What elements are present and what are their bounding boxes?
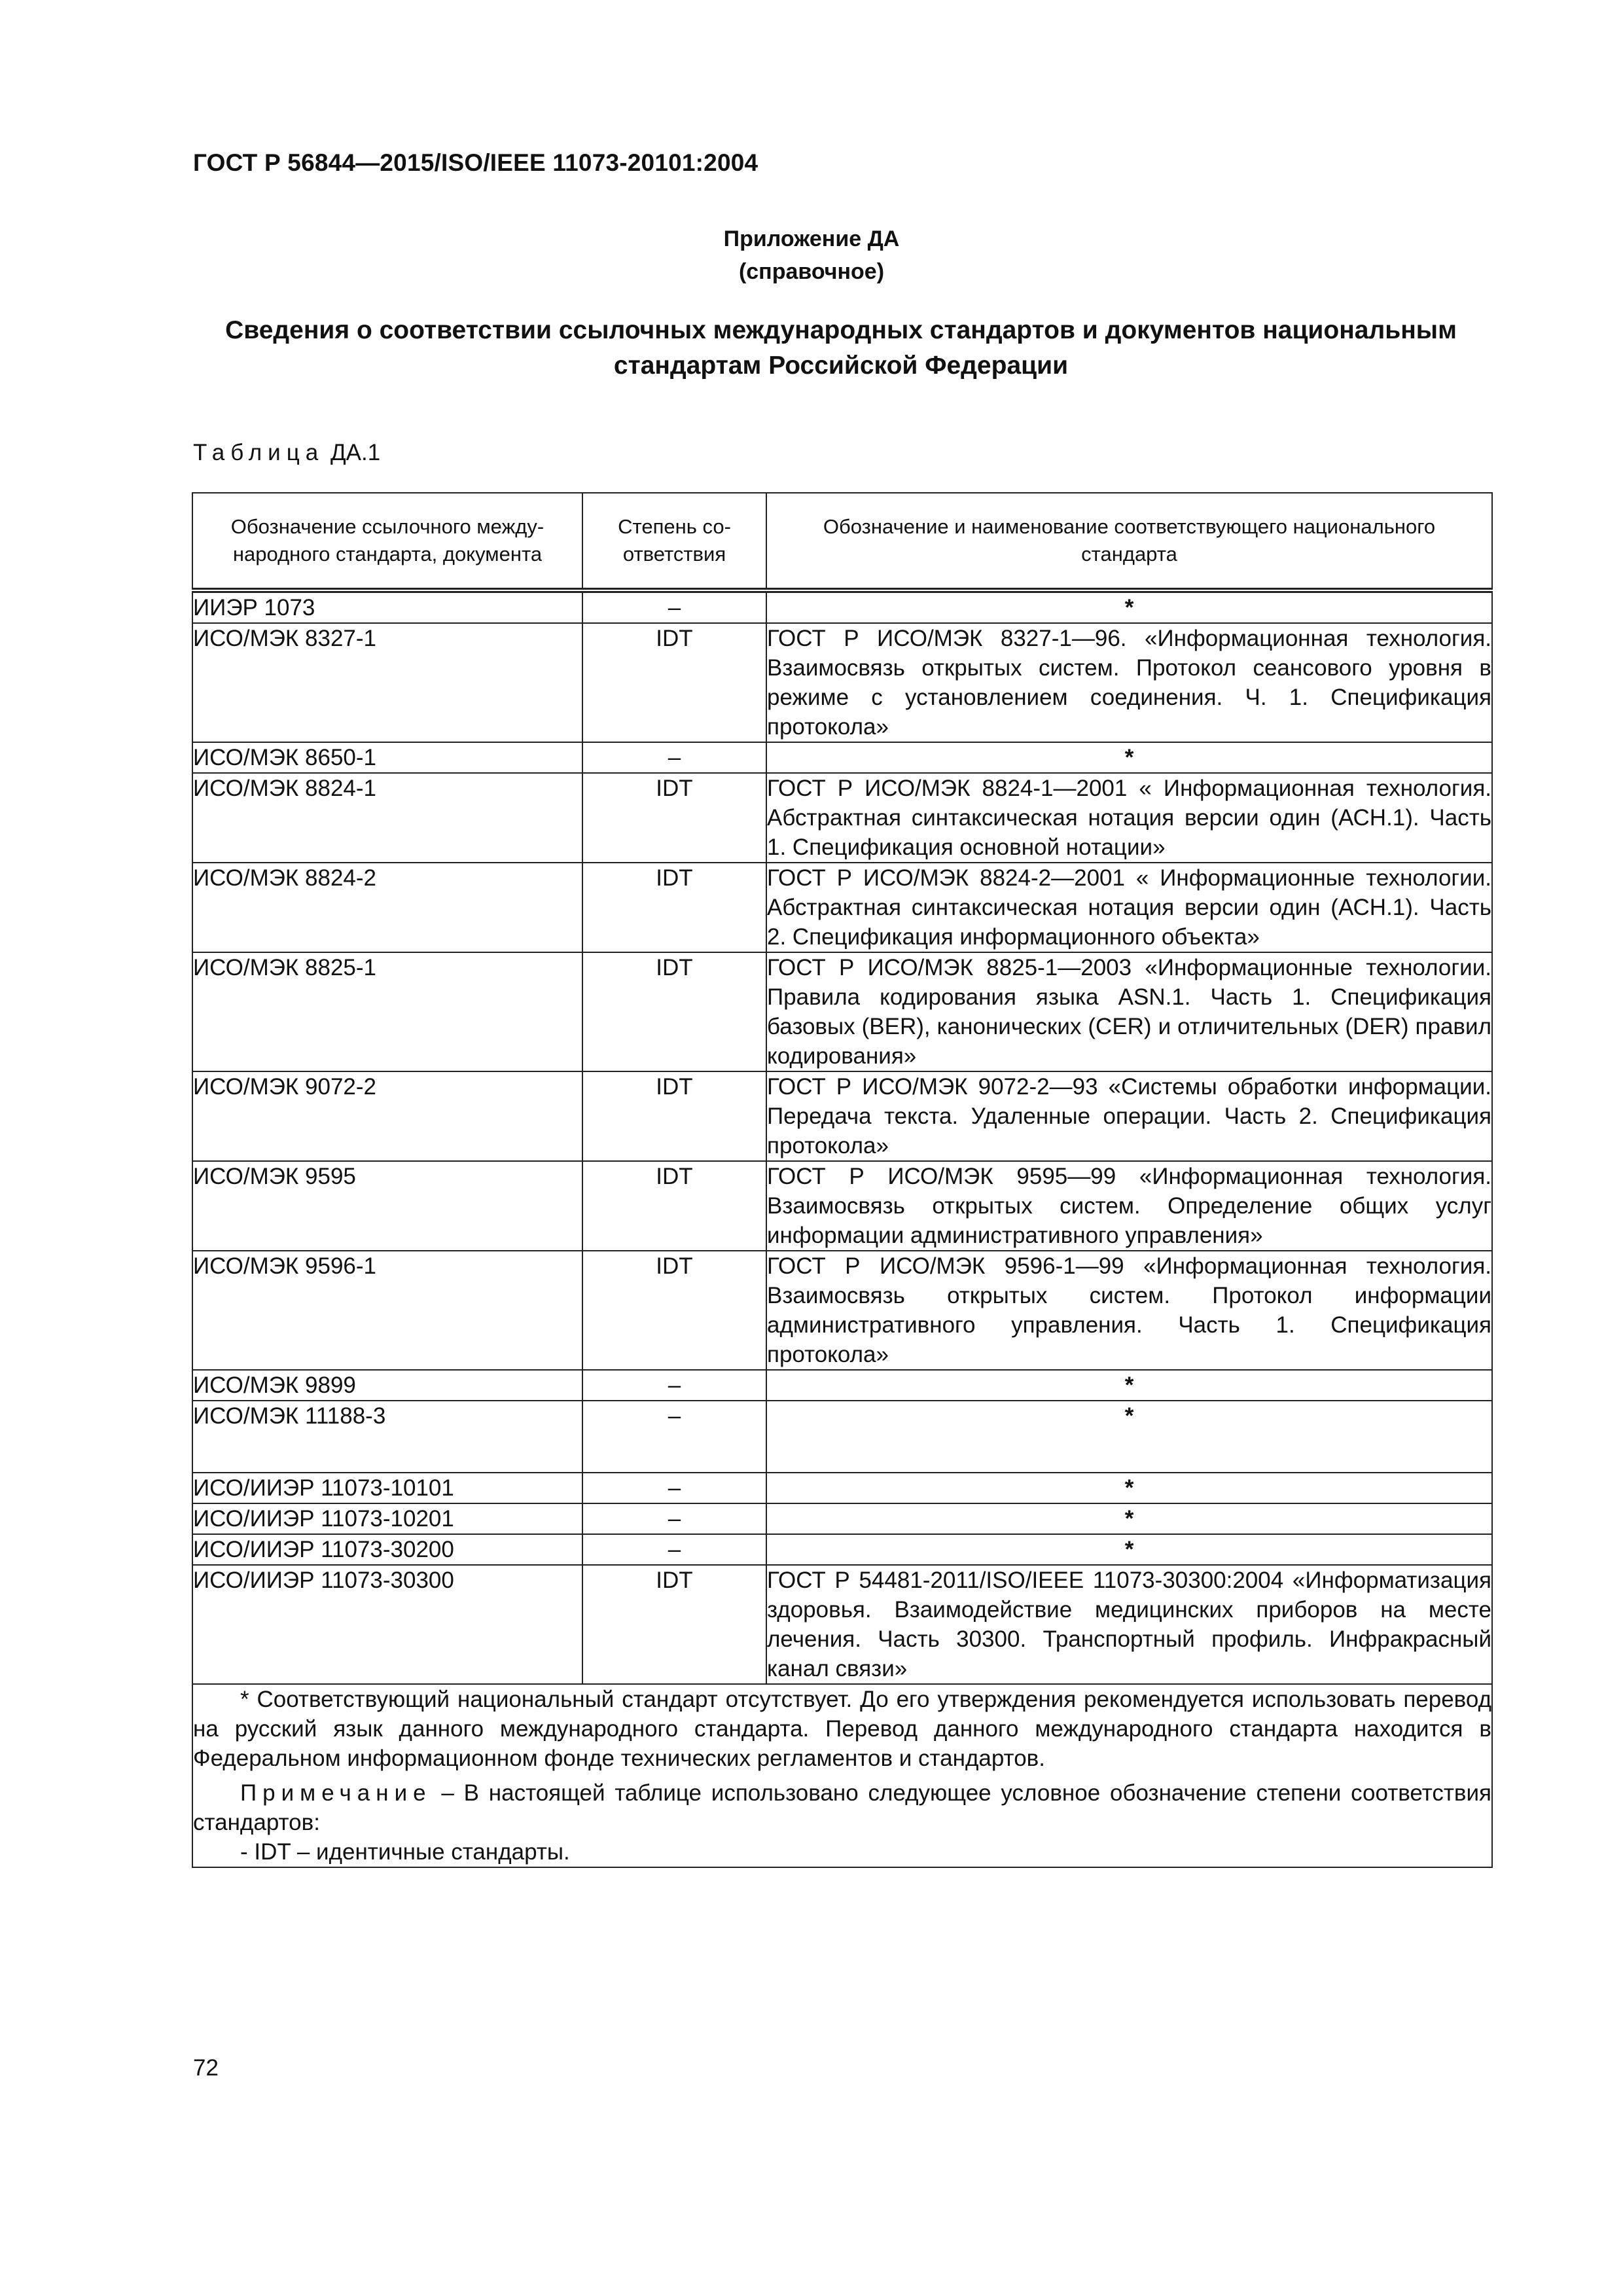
cell-national-standard: ГОСТ Р ИСО/МЭК 8825-1—2003 «Информационные технологии. Правила кодирования языка ASN.1. Часть 1. Спецификация базовых (BER), канонических (CER) и отличительных (DER) правил кодирования» (766, 952, 1492, 1071)
cell-reference: ИСО/МЭК 8825-1 (192, 952, 582, 1071)
cell-national-standard: ГОСТ Р 54481-2011/ISO/IEEE 11073-30300:2004 «Информатизация здоровья. Взаимодействие медицинских приборов на месте лечения. Часть 30300. Транспортный профиль. Инфракрасный канал связи» (766, 1565, 1492, 1684)
table-row (192, 1473, 1492, 1503)
column-header-degree: Степень со-ответствия (582, 493, 766, 590)
cell-national-standard: * (766, 1401, 1492, 1473)
table-row (192, 1565, 1492, 1684)
table-row (192, 863, 1492, 952)
cell-national-standard: * (766, 590, 1492, 623)
note-paragraph (193, 1778, 1491, 1837)
section-title (190, 313, 1492, 384)
cell-reference: ИСО/ИИЭР 11073-30300 (192, 1565, 582, 1684)
table-row (192, 1534, 1492, 1565)
cell-national-standard: * (766, 742, 1492, 773)
table-row (192, 1370, 1492, 1401)
table-row (192, 1401, 1492, 1473)
cell-national-standard: ГОСТ Р ИСО/МЭК 9072-2—93 «Системы обработки информации. Передача текста. Удаленные операции. Часть 2. Спецификация протокола» (766, 1071, 1492, 1161)
page-number: 72 (193, 2055, 219, 2081)
cell-national-standard: ГОСТ Р ИСО/МЭК 9596-1—99 «Информационная технология. Взаимосвязь открытых систем. Протокол информации административного управления. Часть 1. Спецификация протокола» (766, 1251, 1492, 1370)
section-title-line-1: Сведения о соответствии ссылочных международных стандартов и документов национальным (225, 316, 1457, 344)
cell-degree: – (582, 1473, 766, 1503)
section-title-line-2: стандартам Российской Федерации (613, 351, 1069, 380)
document-code-header: ГОСТ Р 56844—2015/ISO/IEEE 11073-20101:2004 (193, 149, 758, 176)
cell-degree: – (582, 1503, 766, 1534)
cell-degree: IDT (582, 863, 766, 952)
table-header-row (192, 493, 1492, 590)
table-caption (193, 440, 380, 466)
note-text: – В настоящей таблице использовано следующее условное обозначение степени соответствия стандартов: (193, 1780, 1491, 1835)
standards-correspondence-table (192, 492, 1493, 1868)
cell-reference: ИСО/МЭК 11188-3 (192, 1401, 582, 1473)
table-footnote-cell (192, 1684, 1492, 1867)
cell-national-standard: * (766, 1503, 1492, 1534)
cell-degree: IDT (582, 1071, 766, 1161)
cell-national-standard: ГОСТ Р ИСО/МЭК 8824-2—2001 « Информационные технологии. Абстрактная синтаксическая нотация версии один (АСН.1). Часть 2. Спецификация информационного объекта» (766, 863, 1492, 952)
cell-reference: ИСО/МЭК 9899 (192, 1370, 582, 1401)
table-row (192, 773, 1492, 863)
table-footnote-row (192, 1684, 1492, 1867)
cell-reference: ИИЭР 1073 (192, 590, 582, 623)
table-row (192, 590, 1492, 623)
annex-type: (справочное) (738, 259, 885, 284)
footnote-text: * Соответствующий национальный стандарт отсутствует. До его утверждения рекомендуется использовать перевод на русский язык данного международного стандарта. Перевод данного международного стандарта находится в Федеральном информационном фонде технических регламентов и стандартов. (193, 1687, 1491, 1771)
cell-national-standard: * (766, 1370, 1492, 1401)
table-row (192, 1503, 1492, 1534)
table-row (192, 1251, 1492, 1370)
cell-national-standard: ГОСТ Р ИСО/МЭК 9595—99 «Информационная технология. Взаимосвязь открытых систем. Определение общих услуг информации административного управления» (766, 1161, 1492, 1251)
cell-degree: IDT (582, 952, 766, 1071)
cell-reference: ИСО/МЭК 8327-1 (192, 623, 582, 742)
table-row (192, 623, 1492, 742)
annex-title: Приложение ДА (723, 226, 900, 251)
cell-reference: ИСО/МЭК 8824-2 (192, 863, 582, 952)
cell-reference: ИСО/МЭК 9595 (192, 1161, 582, 1251)
cell-degree: IDT (582, 1161, 766, 1251)
cell-reference: ИСО/МЭК 9596-1 (192, 1251, 582, 1370)
cell-reference: ИСО/МЭК 9072-2 (192, 1071, 582, 1161)
cell-reference: ИСО/ИИЭР 11073-10201 (192, 1503, 582, 1534)
cell-degree: – (582, 590, 766, 623)
cell-reference: ИСО/ИИЭР 11073-30200 (192, 1534, 582, 1565)
note-item: - IDT – идентичные стандарты. (240, 1839, 570, 1865)
cell-degree: IDT (582, 623, 766, 742)
cell-national-standard: ГОСТ Р ИСО/МЭК 8327-1—96. «Информационная технология. Взаимосвязь открытых систем. Протокол сеансового уровня в режиме с установлением соединения. Ч. 1. Спецификация протокола» (766, 623, 1492, 742)
cell-degree: – (582, 1370, 766, 1401)
cell-national-standard: * (766, 1473, 1492, 1503)
cell-degree: – (582, 742, 766, 773)
cell-reference: ИСО/ИИЭР 11073-10101 (192, 1473, 582, 1503)
cell-degree: – (582, 1534, 766, 1565)
cell-degree: IDT (582, 1565, 766, 1684)
table-row (192, 742, 1492, 773)
cell-degree: IDT (582, 773, 766, 863)
table-row (192, 1071, 1492, 1161)
table-row (192, 1161, 1492, 1251)
column-header-reference: Обозначение ссылочного между-народного стандарта, документа (192, 493, 582, 590)
note-label: Примечание (240, 1780, 432, 1806)
table-row (192, 952, 1492, 1071)
cell-reference: ИСО/МЭК 8650-1 (192, 742, 582, 773)
cell-reference: ИСО/МЭК 8824-1 (192, 773, 582, 863)
table-caption-word: Таблица (193, 440, 325, 465)
column-header-national-standard: Обозначение и наименование соответствующего национального стандарта (766, 493, 1492, 590)
cell-national-standard: ГОСТ Р ИСО/МЭК 8824-1—2001 « Информационная технология. Абстрактная синтаксическая нотация версии один (АСН.1). Часть 1. Спецификация основной нотации» (766, 773, 1492, 863)
cell-degree: – (582, 1401, 766, 1473)
cell-degree: IDT (582, 1251, 766, 1370)
annex-heading (0, 223, 1623, 288)
table-caption-number: ДА.1 (330, 440, 381, 465)
cell-national-standard: * (766, 1534, 1492, 1565)
